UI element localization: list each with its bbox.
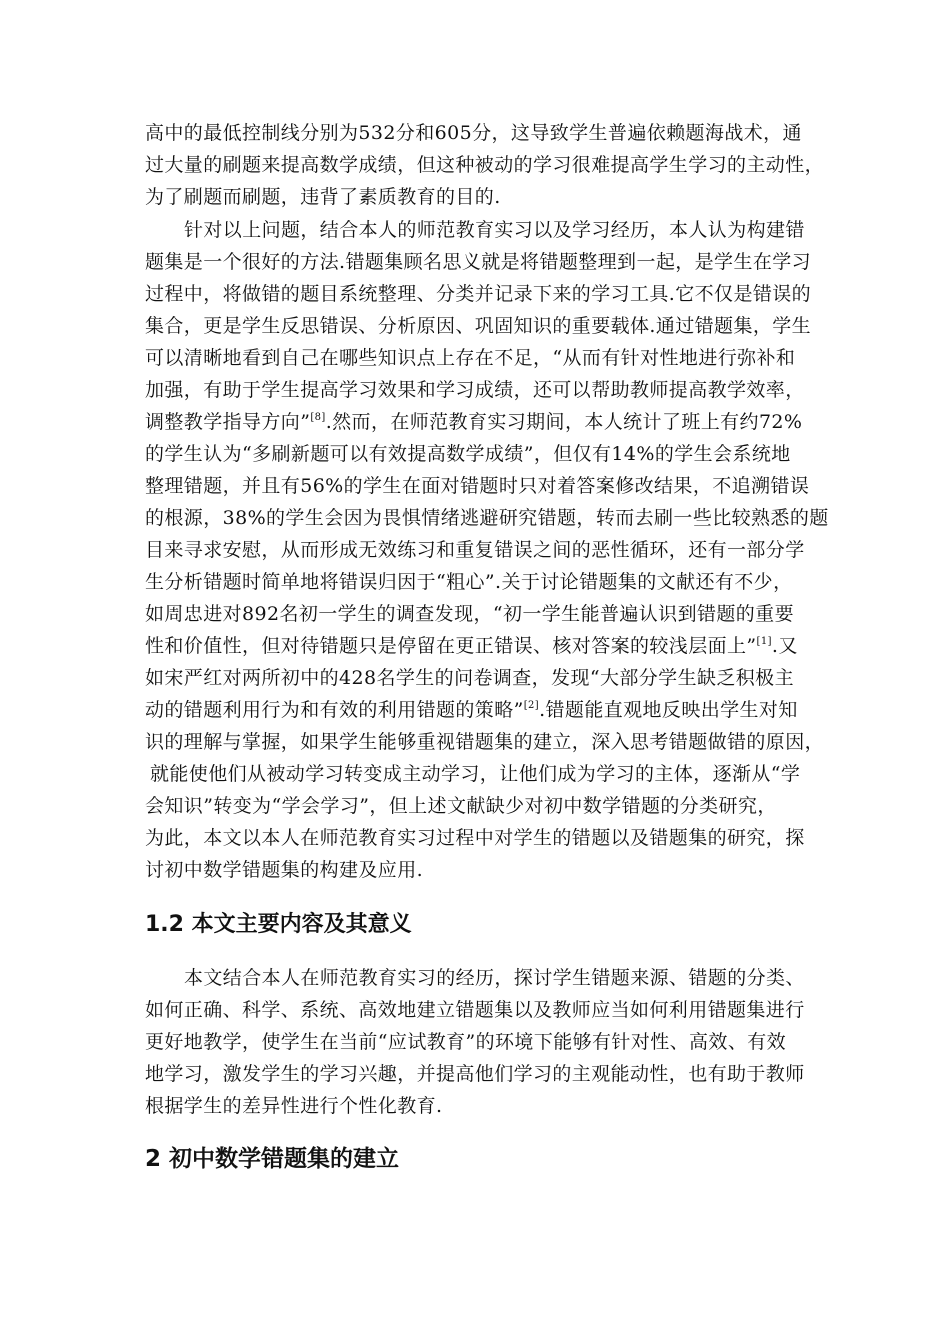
- text-segment: 性和价值性，但对待错题只是停留在更正错误、核对答案的较浅层面上”: [145, 635, 757, 657]
- body-text-line: 题集是一个很好的方法.错题集顾名思义就是将错题整理到一起，是学生在学习: [145, 251, 812, 273]
- body-text-line: 如周忠进对892名初一学生的调查发现，“初一学生能普遍认识到错题的重要: [145, 603, 794, 625]
- body-text-line: 识的理解与掌握，如果学生能够重视错题集的建立，深入思考错题做错的原因，: [145, 731, 825, 753]
- body-text-line: 的学生认为“多刷新题可以有效提高数学成绩”，但仅有14%的学生会系统地: [145, 443, 791, 465]
- body-text-line-with-citation: [145, 410, 802, 434]
- body-text-line: 如宋严红对两所初中的428名学生的问卷调查，发现“大部分学生缺乏积极主: [145, 667, 794, 689]
- body-text-line: 整理错题，并且有56%的学生在面对错题时只对着答案修改结果，不追溯错误: [145, 475, 810, 497]
- citation-ref: [1]: [756, 636, 772, 647]
- text-segment: .错题能直观地反映出学生对知: [539, 699, 798, 721]
- body-text-line: 讨初中数学错题集的构建及应用.: [145, 859, 424, 881]
- body-text-line: 本文结合本人在师范教育实习的经历，探讨学生错题来源、错题的分类、: [184, 967, 805, 989]
- citation-ref: [2]: [523, 700, 540, 711]
- body-text-line: 目来寻求安慰，从而形成无效练习和重复错误之间的恶性循环，还有一部分学: [145, 539, 805, 561]
- citation-ref: [8]: [310, 412, 326, 423]
- body-text-line: 过程中，将做错的题目系统整理、分类并记录下来的学习工具.它不仅是错误的: [145, 283, 812, 305]
- body-text-line: 生分析错题时简单地将错误归因于“粗心”.关于讨论错题集的文献还有不少，: [145, 571, 793, 593]
- body-text-line-with-citation: [145, 634, 798, 658]
- body-text-line: 高中的最低控制线分别为532分和605分，这导致学生普遍依赖题海战术，通: [145, 122, 802, 144]
- body-text-line: 的根源，38%的学生会因为畏惧情绪逃避研究错题，转而去刷一些比较熟悉的题: [145, 507, 829, 529]
- body-text-line: 针对以上问题，结合本人的师范教育实习以及学习经历，本人认为构建错: [184, 219, 805, 241]
- body-text-line: 就能使他们从被动学习转变成主动学习，让他们成为学习的主体，逐渐从“学: [150, 763, 801, 785]
- text-segment: .又: [771, 635, 798, 657]
- body-text-line: 会知识”转变为“学会学习”，但上述文献缺少对初中数学错题的分类研究，: [145, 795, 777, 817]
- body-text-line: 地学习，激发学生的学习兴趣，并提高他们学习的主观能动性，也有助于教师: [145, 1063, 805, 1085]
- body-text-line: 加强，有助于学生提高学习效果和学习成绩，还可以帮助教师提高教学效率，: [145, 379, 805, 401]
- body-text-line: 根据学生的差异性进行个性化教育.: [145, 1095, 443, 1117]
- body-text-line: 集合，更是学生反思错误、分析原因、巩固知识的重要载体.通过错题集，学生: [145, 315, 812, 337]
- body-text-line: 可以清晰地看到自己在哪些知识点上存在不足，“从而有针对性地进行弥补和: [145, 347, 796, 369]
- body-text-line: 为了刷题而刷题，违背了素质教育的目的.: [145, 186, 501, 208]
- section-heading-1-2: 1.2 本文主要内容及其意义: [145, 912, 412, 937]
- text-segment: 动的错题利用行为和有效的利用错题的策略”: [145, 699, 524, 721]
- body-text-line: 过大量的刷题来提高数学成绩，但这种被动的学习很难提高学生学习的主动性，: [145, 154, 825, 176]
- body-text-line: 更好地教学，使学生在当前“应试教育”的环境下能够有针对性、高效、有效: [145, 1031, 787, 1053]
- text-segment: 调整教学指导方向”: [145, 411, 311, 433]
- text-segment: .然而，在师范教育实习期间，本人统计了班上有约72%: [325, 411, 803, 433]
- body-text-line: 如何正确、科学、系统、高效地建立错题集以及教师应当如何利用错题集进行: [145, 999, 805, 1021]
- body-text-line: 为此，本文以本人在师范教育实习过程中对学生的错题以及错题集的研究，探: [145, 827, 805, 849]
- section-heading-2: 2 初中数学错题集的建立: [145, 1146, 400, 1172]
- body-text-line-with-citation: [145, 698, 798, 722]
